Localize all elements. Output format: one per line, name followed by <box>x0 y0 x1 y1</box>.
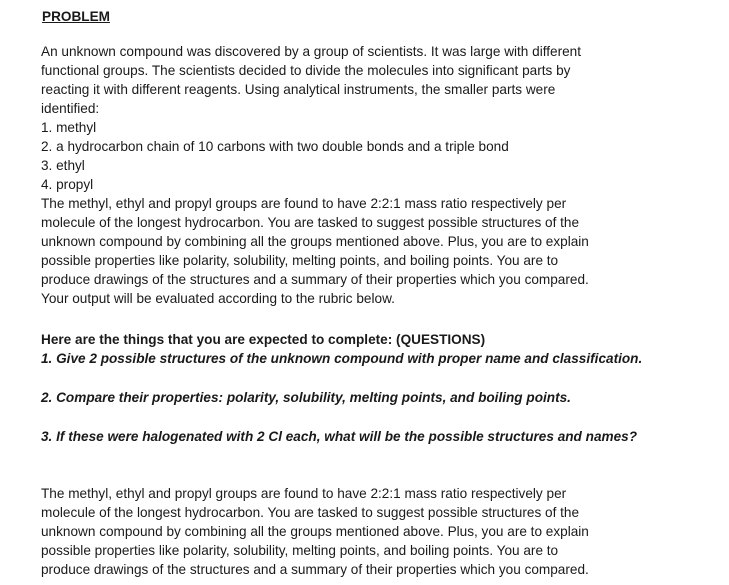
task-line: unknown compound by combining all the groups mentioned above. Plus, you are to explain <box>41 234 589 250</box>
task-line: Your output will be evaluated according to the rubric below. <box>41 291 395 307</box>
repeat-line: molecule of the longest hydrocarbon. You are tasked to suggest possible structures of the <box>41 505 580 521</box>
question-3 <box>41 427 641 446</box>
list-item: 4. propyl <box>41 177 94 193</box>
repeat-line: The methyl, ethyl and propyl groups are found to have 2:2:1 mass ratio respectively per <box>41 486 567 501</box>
task-paragraph <box>41 194 641 309</box>
question-2 <box>41 388 641 407</box>
problem-heading: PROBLEM <box>42 9 110 24</box>
question-2-text: 2. Compare their properties: polarity, solubility, melting points, and boiling points. <box>41 390 571 405</box>
list-item: 1. methyl <box>41 120 97 135</box>
questions-heading-text: Here are the things that you are expected to complete: (QUESTIONS) <box>41 332 486 347</box>
question-1 <box>41 349 641 368</box>
task-line: molecule of the longest hydrocarbon. You are tasked to suggest possible structures of the <box>41 215 580 231</box>
intro-line: identified: <box>41 101 100 117</box>
questions-heading <box>41 330 641 349</box>
task-line: produce drawings of the structures and a summary of their properties which you compared. <box>41 272 589 288</box>
repeat-line: produce drawings of the structures and a summary of their properties which you compared. <box>41 562 589 578</box>
task-line: possible properties like polarity, solubility, melting points, and boiling points. You are to <box>41 253 559 269</box>
question-3-text: 3. If these were halogenated with 2 Cl each, what will be the possible structures and names? <box>41 429 638 444</box>
list-item: 3. ethyl <box>41 158 85 174</box>
task-line: The methyl, ethyl and propyl groups are found to have 2:2:1 mass ratio respectively per <box>41 196 567 211</box>
intro-paragraph <box>41 42 641 118</box>
repeat-line: unknown compound by combining all the groups mentioned above. Plus, you are to explain <box>41 524 589 540</box>
repeat-line: possible properties like polarity, solubility, melting points, and boiling points. You are to <box>41 543 559 559</box>
intro-line: An unknown compound was discovered by a group of scientists. It was large with different <box>41 44 582 59</box>
intro-line: functional groups. The scientists decided to divide the molecules into significant parts by <box>41 63 571 79</box>
intro-line: reacting it with different reagents. Using analytical instruments, the smaller parts were <box>41 82 556 98</box>
question-1-text: 1. Give 2 possible structures of the unknown compound with proper name and classification. <box>41 351 643 366</box>
repeat-paragraph <box>41 484 641 579</box>
identified-parts-list <box>41 118 641 194</box>
list-item: 2. a hydrocarbon chain of 10 carbons with two double bonds and a triple bond <box>41 139 509 155</box>
